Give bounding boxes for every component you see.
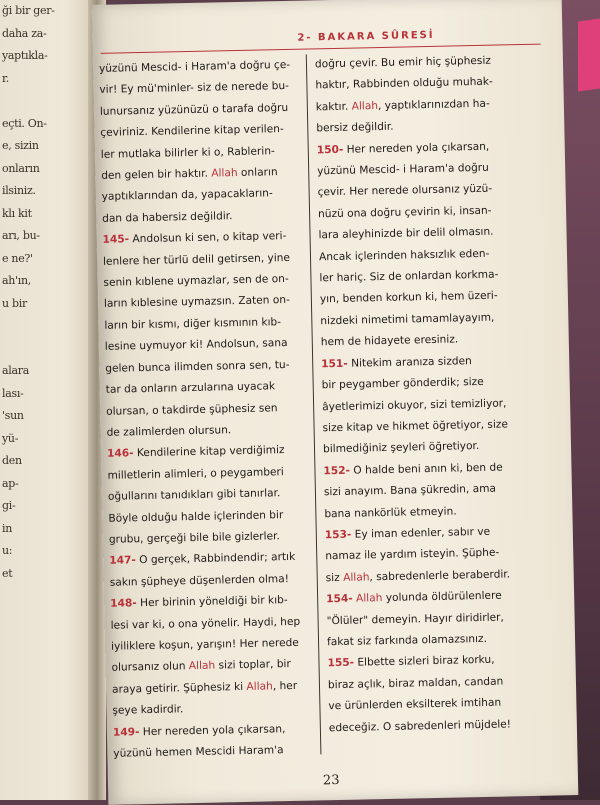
- text-line: [108, 504, 313, 530]
- text-segment: siz: [325, 571, 344, 584]
- left-page-fragment: ği bir ger-: [2, 4, 55, 17]
- text-segment: iyiliklere koşun, yarışın! Her nerede: [110, 636, 299, 653]
- right-column: [315, 50, 557, 740]
- left-page-fragment: r.: [2, 71, 9, 85]
- highlighted-word: Allah: [351, 99, 379, 113]
- left-page-fragment: eçti. On-: [2, 116, 47, 130]
- highlighted-word: Allah: [355, 592, 383, 605]
- highlighted-word: Allah: [188, 659, 216, 673]
- book-page: [92, 0, 579, 805]
- left-page-fragment: e, sizin: [2, 139, 39, 152]
- text-segment: nizdeki nimetimi tamamlayayım,: [320, 311, 495, 328]
- text-segment: , sabredenlerle beraberdir.: [369, 568, 511, 584]
- text-segment: bersiz değildir.: [316, 120, 394, 135]
- text-segment: âyetlerimizi okuyor, sizi temizliyor,: [322, 396, 507, 413]
- text-segment: araya getirir. Şüphesiz ki: [111, 680, 247, 696]
- left-page-fragment: onların: [2, 161, 40, 175]
- verse-number: 145-: [102, 233, 130, 247]
- highlighted-word: Allah: [246, 680, 273, 693]
- text-segment: bir peygamber gönderdik; size: [321, 375, 484, 392]
- text-segment: vir! Ey mü'minler- siz de nerede bu-: [99, 80, 290, 97]
- page-number: 23: [322, 772, 340, 789]
- text-segment: lesine uymuyor ki! Andolsun, sana: [104, 337, 288, 354]
- text-segment: O halde beni anın ki, ben de: [349, 461, 503, 477]
- text-segment: lesi var ki, o ona yönelir. Haydi, hep: [110, 615, 301, 632]
- text-segment: , yaptıklarınızdan ha-: [377, 97, 490, 112]
- text-segment: fakat siz farkında olamazsınız.: [326, 632, 488, 649]
- text-segment: Ancak içlerinden haksızlık eden-: [318, 247, 490, 263]
- left-page-fragment: e ne?': [2, 251, 33, 265]
- text-segment: tar da onların arzularına uyacak: [105, 380, 276, 396]
- verse-number: 154-: [326, 592, 353, 606]
- text-segment: bana nankörlük etmeyin.: [324, 505, 457, 520]
- text-segment: de zalimlerden olursun.: [106, 424, 232, 439]
- text-segment: çevir. Her nerede olursanız yüzü-: [317, 183, 493, 199]
- text-line: [105, 354, 310, 380]
- text-segment: "Ölüler" demeyin. Hayır diridirler,: [326, 611, 504, 627]
- text-segment: den gelen bir haktır.: [101, 167, 212, 182]
- text-segment: sizi anayım. Bana şükredin, ama: [323, 482, 497, 499]
- text-segment: yüzünü hemen Mescidi Haram'a: [113, 744, 284, 760]
- text-segment: çeviriniz. Kendilerine kitap verilen-: [100, 123, 284, 140]
- text-segment: dan da habersiz değildir.: [102, 209, 233, 225]
- verse-number: 149-: [112, 725, 140, 739]
- left-column: [99, 55, 319, 766]
- text-segment: Andolsun ki sen, o kitap veri-: [128, 230, 287, 246]
- text-segment: Böyle olduğu halde içlerinden bir: [108, 508, 284, 525]
- text-segment: hem de hidayete eresiniz.: [320, 333, 459, 349]
- text-segment: olursanız olun: [111, 660, 189, 675]
- text-segment: lunursanız yüzünüzü o tarafa doğru: [99, 101, 289, 118]
- verse-number: 148-: [110, 597, 137, 610]
- highlighted-word: Allah: [211, 167, 238, 180]
- left-page-fragment: in: [2, 521, 13, 535]
- text-segment: sakın şüpheye düşenlerden olma!: [109, 572, 290, 589]
- left-page-fragment: yü-: [2, 431, 19, 445]
- text-segment: ve ürünlerden eksilterek imtihan: [328, 696, 502, 713]
- text-segment: Nitekim aranıza sizden: [347, 354, 472, 370]
- text-segment: Her nereden yola çıkarsan,: [139, 722, 286, 738]
- text-line: [100, 119, 305, 145]
- verse-number: 151-: [321, 357, 348, 370]
- left-page: [0, 0, 95, 800]
- verse-number: 155-: [327, 657, 355, 670]
- text-segment: bilmediğiniz şeyleri öğretiyor.: [322, 440, 480, 456]
- left-page-fragment: daha za-: [2, 26, 47, 40]
- text-segment: onların: [237, 166, 278, 180]
- text-segment: gelen bunca ilimden sonra sen, tu-: [105, 358, 290, 375]
- highlighted-word: Allah: [343, 571, 370, 584]
- text-segment: edeceğiz. O sabredenleri müjdele!: [328, 717, 512, 734]
- left-page-fragment: arı, bu-: [2, 229, 40, 242]
- left-page-fragment: ap-: [2, 476, 19, 490]
- text-line: [113, 739, 318, 765]
- text-segment: namaz ile yardım isteyin. Şüphe-: [325, 546, 500, 563]
- text-segment: Elbette sizleri biraz korku,: [353, 654, 495, 670]
- left-page-fragment: den: [2, 454, 22, 467]
- text-segment: yüzünü Mescid- i Haram'a doğru: [317, 161, 489, 178]
- text-line: [107, 461, 312, 487]
- verse-number: 150-: [316, 143, 344, 156]
- text-segment: lara aleyhinizde bir delil olmasın.: [318, 225, 494, 242]
- left-page-fragment: et: [2, 566, 13, 580]
- text-segment: sizi toplar, bir: [215, 658, 291, 672]
- text-segment: milletlerin alimleri, o peygamberi: [107, 465, 284, 482]
- text-line: [112, 675, 317, 701]
- text-segment: haktır, Rabbinden olduğu muhak-: [315, 76, 493, 92]
- text-segment: ler hariç. Siz de onlardan korkma-: [319, 268, 499, 285]
- text-segment: yolunda öldürülenlere: [382, 589, 502, 605]
- text-segment: lenlere her türlü delil getirsen, yine: [102, 251, 291, 268]
- text-segment: ler mutlaka bilirler ki o, Rablerin-: [100, 144, 275, 161]
- text-segment: doğru çevir. Bu emir hiç şüphesiz: [314, 54, 492, 71]
- text-segment: kaktır.: [315, 100, 352, 114]
- text-segment: olursan, o takdirde şüphesiz sen: [106, 401, 278, 418]
- text-segment: yaptıklarından da, yapacakların-: [101, 187, 273, 204]
- text-segment: yın, benden korkun ki, hem üzeri-: [319, 290, 498, 306]
- text-segment: Her nereden yola çıkarsan,: [343, 140, 490, 156]
- text-segment: nüzü ona doğru çevirin ki, insan-: [317, 204, 492, 221]
- pink-bookmark: [578, 18, 600, 91]
- left-page-fragment: gi-: [2, 499, 16, 512]
- left-page-fragment: u bir: [2, 296, 27, 310]
- left-page-fragment: klı kit: [2, 206, 32, 220]
- verse-number: 152-: [323, 464, 351, 477]
- verse-number: 153-: [324, 528, 352, 542]
- page-header: 2- BAKARA SÛRESİ: [297, 29, 435, 44]
- left-page-fragment: 'sun: [2, 409, 24, 422]
- text-segment: grubu, gerçeği bile bile gizlerler.: [108, 530, 280, 546]
- text-segment: yüzünü Mescid- i Haram'a doğru çe-: [98, 58, 291, 75]
- left-page-fragment: ah'ın,: [2, 274, 31, 287]
- text-segment: Ey iman edenler, sabır ve: [351, 525, 491, 541]
- text-segment: oğullarını tanıdıkları gibi tanırlar.: [107, 487, 281, 503]
- text-segment: ların bir kısmı, diğer kısmının kıb-: [104, 315, 282, 332]
- text-segment: size kitap ve hikmet öğretiyor, size: [322, 418, 509, 435]
- left-page-fragment: lası-: [2, 386, 24, 400]
- verse-number: 146-: [106, 447, 134, 461]
- text-segment: , her: [272, 679, 298, 693]
- verse-number: 147-: [109, 554, 136, 568]
- left-page-fragment: yaptıkla-: [2, 49, 48, 62]
- text-segment: senin kıblene uymazlar, sen de on-: [103, 273, 289, 289]
- left-page-fragment: ilsiniz.: [2, 184, 36, 197]
- text-segment: ların kıblesine uymazsın. Zaten on-: [103, 294, 290, 311]
- text-line: [329, 713, 557, 739]
- left-page-fragment: alara: [2, 364, 29, 377]
- text-segment: biraz açlık, biraz maldan, candan: [327, 675, 504, 691]
- left-page-fragment: u:: [2, 544, 13, 557]
- text-segment: Kendilerine kitap verdiğimiz: [133, 444, 285, 460]
- text-segment: Her birinin yöneldiği bir kıb-: [136, 594, 288, 610]
- text-segment: şeye kadirdir.: [112, 703, 184, 717]
- text-segment: O gerçek, Rabbindendir; artık: [135, 551, 296, 567]
